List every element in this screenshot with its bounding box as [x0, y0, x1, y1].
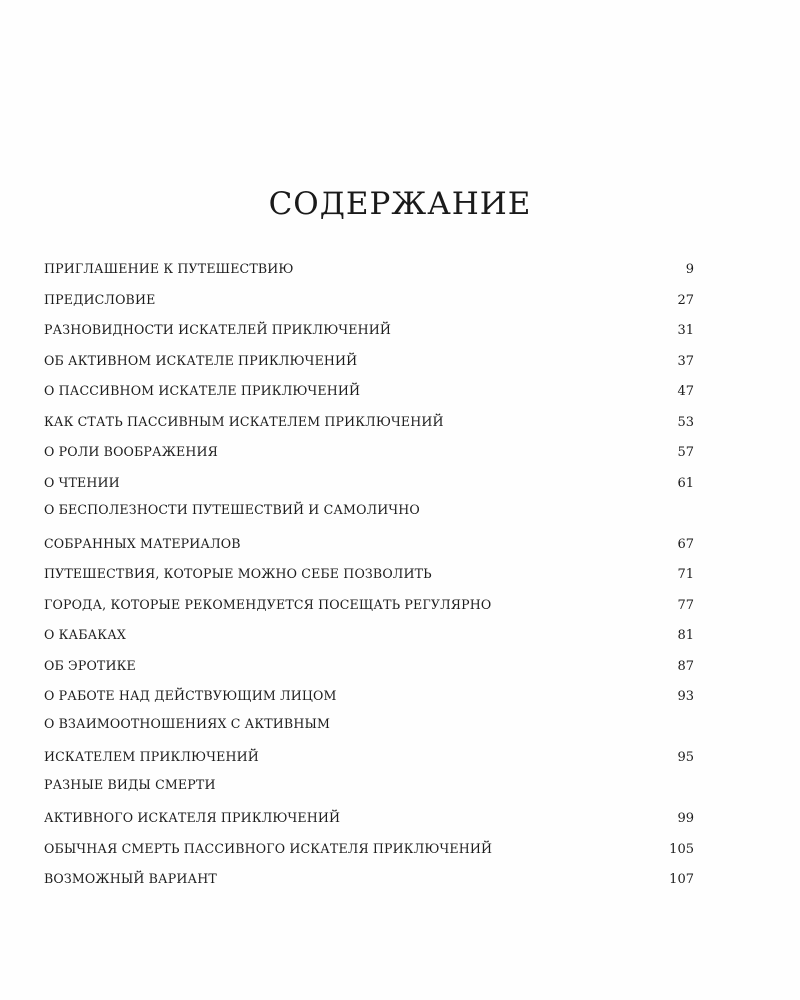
toc-entry-page: 27: [677, 292, 694, 308]
toc-entry-page: 95: [677, 750, 694, 765]
toc-entry: [44, 868, 694, 899]
toc-entry-page: 53: [677, 414, 694, 430]
toc-entry-label: ОБ АКТИВНОМ ИСКАТЕЛЕ ПРИКЛЮЧЕНИЙ: [44, 352, 358, 368]
toc-entry-label: ВОЗМОЖНЫЙ ВАРИАНТ: [44, 871, 217, 886]
toc-entry-page: 107: [669, 872, 694, 887]
toc-entry-page: 47: [677, 384, 694, 399]
toc-entry: [44, 441, 694, 472]
toc-entry-page: 77: [677, 597, 694, 613]
toc-entry-label: ИСКАТЕЛЕМ ПРИКЛЮЧЕНИЙ: [44, 749, 259, 764]
toc-entry-page: 37: [677, 353, 694, 369]
toc-entry-label: О РОЛИ ВООБРАЖЕНИЯ: [44, 444, 218, 459]
toc-entry-page: [654, 785, 694, 789]
toc-entry: [44, 807, 694, 838]
toc-entry-label: О БЕСПОЛЕЗНОСТИ ПУТЕШЕСТВИЙ И САМОЛИЧНО: [44, 502, 420, 517]
toc-entry-label: О КАБАКАХ: [44, 627, 127, 642]
toc-entry-page: 67: [677, 536, 694, 552]
toc-entry: [44, 533, 694, 564]
toc-entry-label: ОБ ЭРОТИКЕ: [44, 657, 136, 673]
toc-entry-page: 105: [669, 841, 694, 857]
toc-entry: [44, 716, 694, 747]
toc-entry-page: 81: [677, 628, 694, 643]
toc-entry-label: РАЗНЫЕ ВИДЫ СМЕРТИ: [44, 776, 216, 792]
toc-entry-page: [654, 510, 694, 514]
toc-entry-page: 57: [677, 445, 694, 460]
toc-entry: [44, 685, 694, 716]
page-title: СОДЕРЖАНИЕ: [268, 186, 532, 222]
toc-entry-page: 9: [685, 262, 694, 277]
toc-entry: [44, 411, 694, 442]
toc-entry-page: 71: [677, 567, 694, 582]
toc-entry: [44, 350, 694, 381]
toc-entry-label: АКТИВНОГО ИСКАТЕЛЯ ПРИКЛЮЧЕНИЙ: [44, 810, 341, 825]
toc-entry-label: КАК СТАТЬ ПАССИВНЫМ ИСКАТЕЛЕМ ПРИКЛЮЧЕНИЙ: [44, 413, 444, 429]
toc-entry-page: [654, 724, 694, 728]
toc-entry: [44, 380, 694, 411]
toc-entry: [44, 472, 694, 503]
toc-entry: [44, 594, 694, 625]
toc-entry-label: О ВЗАИМООТНОШЕНИЯХ С АКТИВНЫМ: [44, 715, 331, 731]
toc-entry-label: О ЧТЕНИИ: [44, 474, 120, 490]
toc-entry-page: 31: [677, 323, 694, 338]
toc-entry-page: 87: [677, 658, 694, 674]
toc-entry: [44, 746, 694, 777]
toc-entry: [44, 655, 694, 686]
toc-entry: [44, 838, 694, 869]
toc-entry-label: СОБРАННЫХ МАТЕРИАЛОВ: [44, 535, 241, 551]
toc-entry-label: ОБЫЧНАЯ СМЕРТЬ ПАССИВНОГО ИСКАТЕЛЯ ПРИКЛЮЧЕНИЙ: [44, 840, 493, 856]
toc-entry-label: О РАБОТЕ НАД ДЕЙСТВУЮЩИМ ЛИЦОМ: [44, 688, 337, 703]
toc-entry-label: ПУТЕШЕСТВИЯ, КОТОРЫЕ МОЖНО СЕБЕ ПОЗВОЛИТЬ: [44, 566, 432, 581]
toc-entry: [44, 319, 694, 350]
toc-entry: [44, 563, 694, 594]
toc-entry: [44, 258, 694, 289]
toc-entry-label: ГОРОДА, КОТОРЫЕ РЕКОМЕНДУЕТСЯ ПОСЕЩАТЬ РЕГУЛЯРНО: [44, 596, 492, 612]
toc-entry-page: 61: [677, 475, 694, 491]
toc-entry-label: РАЗНОВИДНОСТИ ИСКАТЕЛЕЙ ПРИКЛЮЧЕНИЙ: [44, 322, 392, 337]
toc-entry: [44, 502, 694, 533]
toc-entry-label: ПРИГЛАШЕНИЕ К ПУТЕШЕСТВИЮ: [44, 261, 294, 276]
toc-entry: [44, 624, 694, 655]
toc-entry-page: 93: [677, 689, 694, 704]
toc-entry-label: О ПАССИВНОМ ИСКАТЕЛЕ ПРИКЛЮЧЕНИЙ: [44, 383, 361, 398]
toc-entry: [44, 777, 694, 808]
toc-entry-label: ПРЕДИСЛОВИЕ: [44, 291, 156, 307]
table-of-contents: [44, 258, 694, 899]
toc-entry-page: 99: [677, 811, 694, 826]
toc-entry: [44, 289, 694, 320]
